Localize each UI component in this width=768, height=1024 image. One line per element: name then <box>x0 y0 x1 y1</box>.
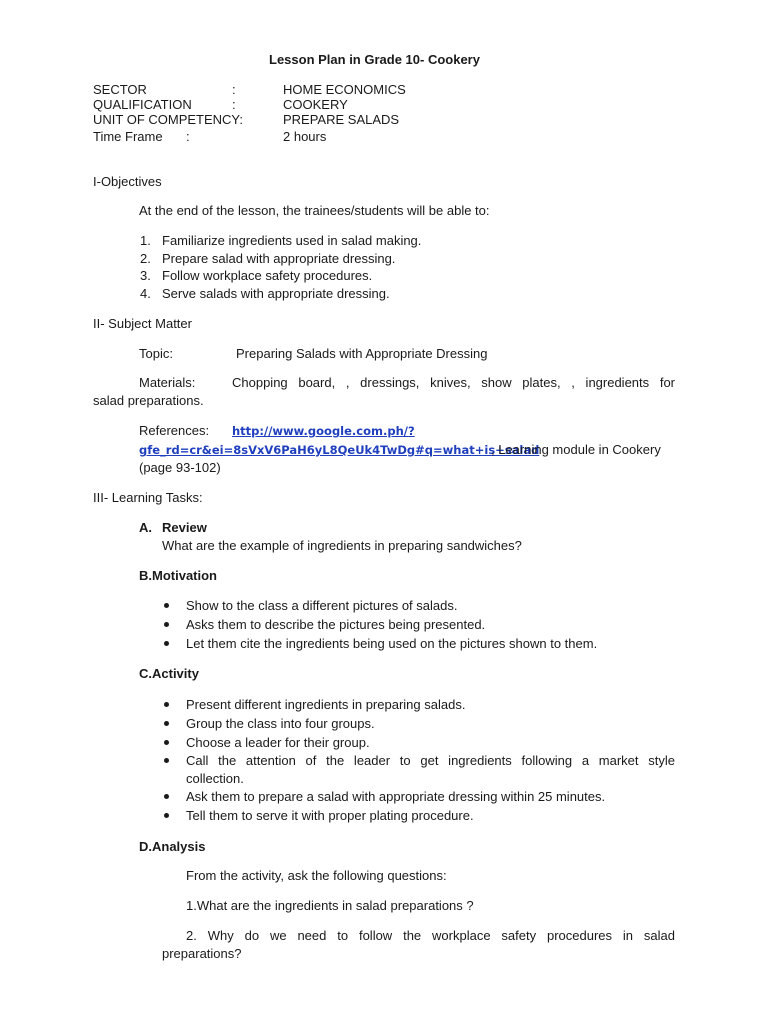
activity-heading: C.Activity <box>139 666 199 681</box>
objective-num-3: 3. <box>140 268 151 283</box>
learning-tasks-heading: III- Learning Tasks: <box>93 490 203 505</box>
analysis-heading: D.Analysis <box>139 839 206 854</box>
activity-item-3: Choose a leader for their group. <box>186 735 370 750</box>
sector-value: HOME ECONOMICS <box>283 82 406 97</box>
analysis-question-2-cont: preparations? <box>162 946 242 961</box>
subject-matter-heading: II- Subject Matter <box>93 316 192 331</box>
objective-text-4: Serve salads with appropriate dressing. <box>162 286 390 301</box>
objective-text-2: Prepare salad with appropriate dressing. <box>162 251 396 266</box>
qualification-colon: : <box>232 97 236 112</box>
activity-item-2: Group the class into four groups. <box>186 716 375 731</box>
bullet-icon <box>164 721 169 726</box>
motivation-item-1: Show to the class a different pictures of salads. <box>186 598 458 613</box>
references-pages: (page 93-102) <box>139 460 221 475</box>
materials-line-2: salad preparations. <box>93 393 204 408</box>
objectives-intro: At the end of the lesson, the trainees/students will be able to: <box>139 203 490 218</box>
objective-num-1: 1. <box>140 233 151 248</box>
motivation-item-3: Let them cite the ingredients being used on the pictures shown to them. <box>186 636 598 651</box>
bullet-icon <box>164 641 169 646</box>
analysis-intro: From the activity, ask the following questions: <box>186 868 447 883</box>
activity-item-5: Ask them to prepare a salad with appropriate dressing within 25 minutes. <box>186 789 606 804</box>
references-label: References: <box>139 423 210 438</box>
activity-item-6: Tell them to serve it with proper plating procedure. <box>186 808 474 823</box>
topic-label: Topic: <box>139 346 173 361</box>
review-heading: Review <box>162 520 207 535</box>
objective-num-2: 2. <box>140 251 151 266</box>
reference-link-line-2[interactable]: gfe_rd=cr&ei=8sVxV6PaH6yL8QeUk4TwDg#q=what+is+salad <box>139 443 540 457</box>
bullet-icon <box>164 622 169 627</box>
qualification-label: QUALIFICATION <box>93 97 192 112</box>
topic-value: Preparing Salads with Appropriate Dressing <box>236 346 488 361</box>
materials-label: Materials: <box>139 375 196 390</box>
review-letter: A. <box>139 520 152 535</box>
objective-num-4: 4. <box>140 286 151 301</box>
time-value: 2 hours <box>283 129 327 144</box>
bullet-icon <box>164 740 169 745</box>
motivation-item-2: Asks them to describe the pictures being presented. <box>186 617 486 632</box>
unit-value: PREPARE SALADS <box>283 112 400 127</box>
objectives-heading: I-Objectives <box>93 174 162 189</box>
review-text: What are the example of ingredients in preparing sandwiches? <box>162 538 522 553</box>
unit-label: UNIT OF COMPETENCY: <box>93 112 243 127</box>
analysis-question-2: 2. Why do we need to follow the workplace safety procedures in salad <box>186 928 675 943</box>
time-colon: : <box>186 129 190 144</box>
bullet-icon <box>164 603 169 608</box>
sector-label: SECTOR <box>93 82 147 97</box>
bullet-icon <box>164 758 169 763</box>
objective-text-1: Familiarize ingredients used in salad making. <box>162 233 422 248</box>
motivation-heading: B.Motivation <box>139 568 217 583</box>
page-title: Lesson Plan in Grade 10- Cookery <box>269 52 480 67</box>
reference-link-line-1[interactable]: http://www.google.com.ph/? <box>232 424 415 438</box>
activity-item-4-cont: collection. <box>186 771 244 786</box>
time-label: Time Frame <box>93 129 163 144</box>
bullet-icon <box>164 794 169 799</box>
bullet-icon <box>164 702 169 707</box>
qualification-value: COOKERY <box>283 97 348 112</box>
sector-colon: : <box>232 82 236 97</box>
activity-item-1: Present different ingredients in preparing salads. <box>186 697 466 712</box>
references-rest: , Learning module in Cookery <box>491 442 661 457</box>
analysis-question-1: 1.What are the ingredients in salad preparations ? <box>186 898 474 913</box>
materials-line-1: Chopping board, , dressings, knives, show plates, , ingredients for <box>232 375 675 390</box>
objective-text-3: Follow workplace safety procedures. <box>162 268 373 283</box>
activity-item-4: Call the attention of the leader to get ingredients following a market style <box>186 753 675 768</box>
bullet-icon <box>164 813 169 818</box>
